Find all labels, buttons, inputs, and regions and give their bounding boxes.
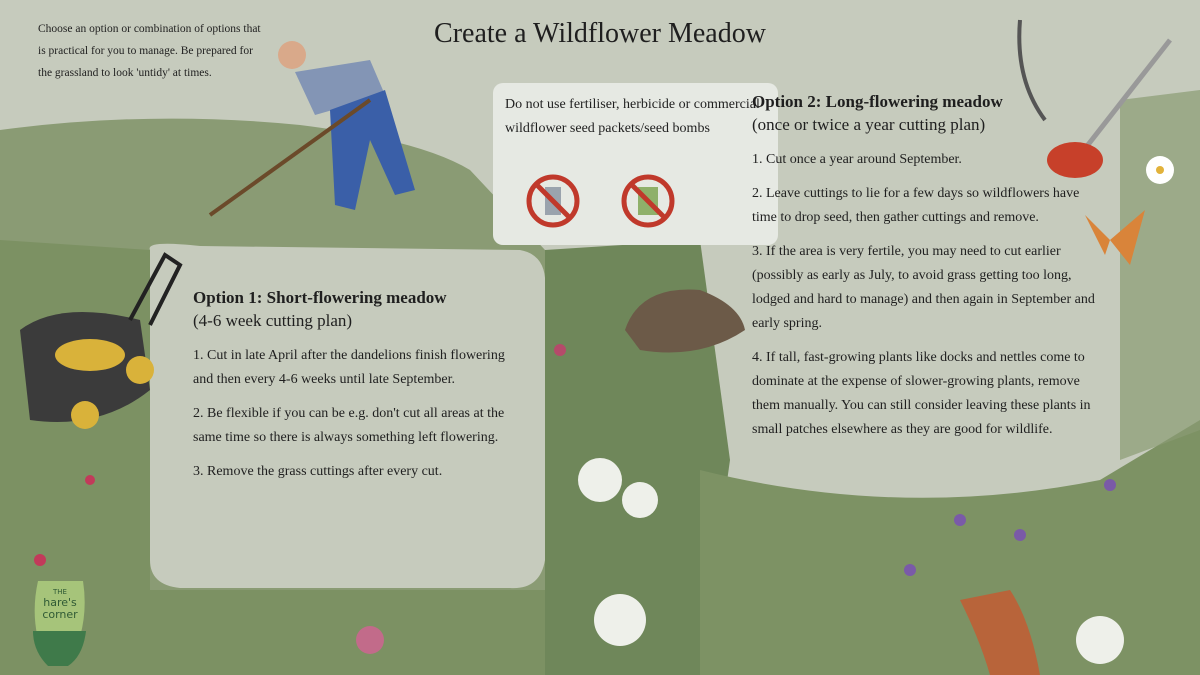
warning-panel xyxy=(493,83,778,245)
warning-text: Do not use fertiliser, herbicide or commercial wildflower seed packets/seed bombs xyxy=(505,97,760,136)
option-2-subheading: (once or twice a year cutting plan) xyxy=(752,115,986,134)
option-1-section xyxy=(193,286,523,494)
page-title: Create a Wildflower Meadow xyxy=(434,18,766,49)
svg-text:corner: corner xyxy=(42,608,78,621)
option-1-heading: Option 1: Short-flowering meadow xyxy=(193,288,447,307)
hares-corner-logo xyxy=(28,576,90,668)
option-1-subheading: (4-6 week cutting plan) xyxy=(193,311,353,330)
option-2-step: 3. If the area is very fertile, you may need to cut earlier (possibly as early as July, to avoid grass getting too long, lodged and hard to manage) and then again in September and early spring. xyxy=(752,244,1095,331)
option-2-step: 1. Cut once a year around September. xyxy=(752,152,962,167)
no-seed-packet-icon xyxy=(620,173,676,229)
intro-text: Choose an option or combination of options that is practical for you to manage. Be prepared for the grassland to look 'untidy' at times. xyxy=(38,23,261,79)
svg-text:THE: THE xyxy=(53,588,67,596)
svg-text:hare's: hare's xyxy=(43,596,77,609)
no-fertiliser-icon xyxy=(525,173,581,229)
option-1-step: 3. Remove the grass cuttings after every cut. xyxy=(193,464,443,479)
option-1-step: 2. Be flexible if you can be e.g. don't cut all areas at the same time so there is always something left flowering. xyxy=(193,406,505,445)
option-2-section xyxy=(752,90,1097,452)
option-2-step: 2. Leave cuttings to lie for a few days so wildflowers have time to drop seed, then gather cuttings and remove. xyxy=(752,186,1080,225)
option-2-step: 4. If tall, fast-growing plants like docks and nettles come to dominate at the expense of slower-growing plants, remove them manually. You can still consider leaving these plants in small patches elsewhere as they are good for wildlife. xyxy=(752,350,1091,437)
option-2-heading: Option 2: Long-flowering meadow xyxy=(752,92,1003,111)
option-1-step: 1. Cut in late April after the dandelions finish flowering and then every 4-6 weeks until late September. xyxy=(193,348,505,387)
